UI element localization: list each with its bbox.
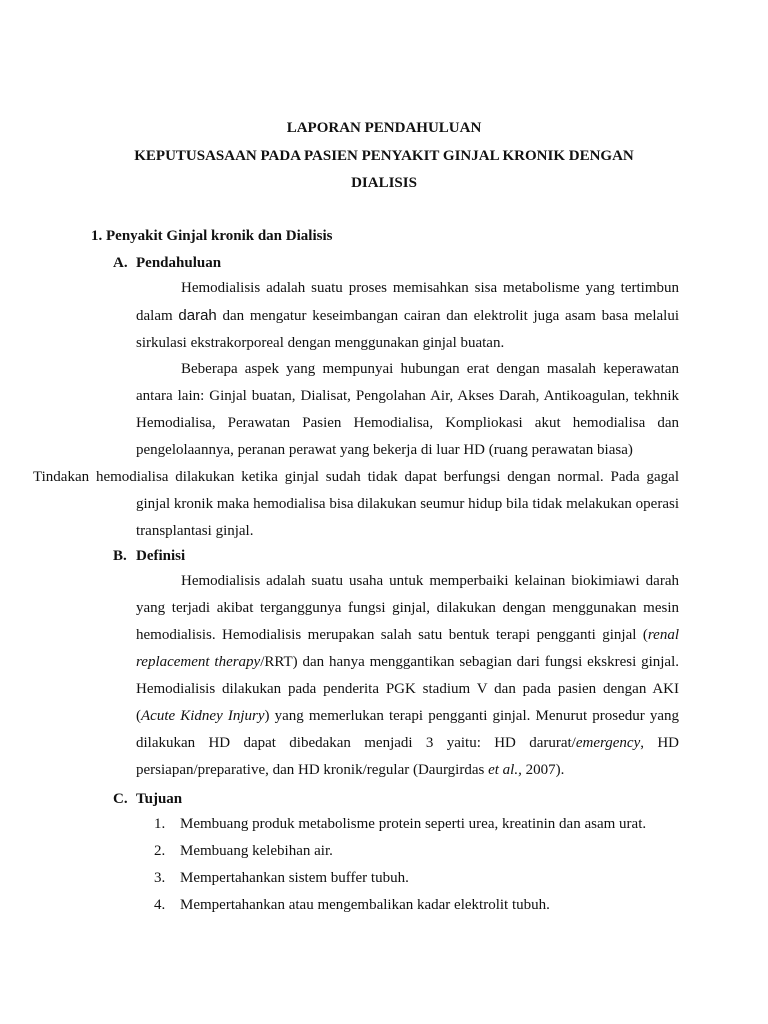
- subsection-heading-c: [113, 791, 182, 808]
- tujuan-list: [154, 811, 646, 919]
- paragraph-hemodialisis-intro: [136, 275, 679, 357]
- list-item-text: Membuang kelebihan air.: [180, 843, 333, 859]
- paragraph-italic-text: emergency: [575, 735, 641, 751]
- paragraph-text: Beberapa aspek yang mempunyai hubungan erat dengan masalah keperawatan antara lain: Ginjal buatan, Dialisat, Pengolahan Air, Akses Darah, Antikoagulan, tekhnik Hemodialisa, Perawatan Pasien Hemodialisa, Kompliokasi akut hemodialisa dan pengelolaannya, peranan perawat yang bekerja di luar HD (ruang perawatan biasa): [136, 361, 679, 458]
- paragraph-text: , HD persiapan/preparative, dan HD kronik/regular (Daurgirdas: [136, 735, 679, 778]
- paragraph-italic-text: Acute Kidney Injury: [141, 708, 265, 724]
- list-item: [154, 865, 646, 892]
- subsection-letter: C.: [113, 791, 128, 807]
- section-heading: 1. Penyakit Ginjal kronik dan Dialisis: [91, 228, 333, 244]
- subsection-letter: B.: [113, 548, 127, 564]
- subsection-title: Tujuan: [136, 791, 183, 807]
- subsection-title: Pendahuluan: [136, 255, 222, 271]
- paragraph-italic-text: renal replacement therapy: [136, 627, 679, 670]
- report-title: LAPORAN PENDAHULUAN: [286, 120, 482, 136]
- list-number: 3.: [154, 870, 166, 886]
- subsection-title: Definisi: [136, 548, 186, 564]
- list-number: 4.: [154, 897, 166, 913]
- list-item: [154, 811, 646, 838]
- paragraph-tindakan: [33, 464, 679, 545]
- paragraph-definisi: [136, 568, 679, 784]
- list-number: 1.: [154, 816, 166, 832]
- list-item-text: Membuang produk metabolisme protein seperti urea, kreatinin dan asam urat.: [180, 816, 647, 832]
- list-number: 2.: [154, 843, 166, 859]
- paragraph-text: ) yang memerlukan terapi pengganti ginjal. Menurut prosedur yang dilakukan HD dapat dibedakan menjadi 3 yaitu: HD darurat/: [136, 708, 679, 751]
- paragraph-text: /RRT) dan hanya menggantikan sebagian dari fungsi ekskresi ginjal. Hemodialisis dilakukan pada penderita PGK stadium V dan pada pasien dengan AKI (: [136, 654, 679, 724]
- list-item: [154, 892, 646, 919]
- paragraph-text: Hemodialisis adalah suatu proses memisahkan sisa metabolisme yang tertimbun dalam: [136, 280, 679, 324]
- paragraph-italic-text: et al.,: [488, 762, 522, 778]
- subsection-heading-b: [113, 548, 185, 565]
- subsection-heading-a: [113, 255, 221, 272]
- list-item-text: Mempertahankan sistem buffer tubuh.: [180, 870, 409, 886]
- paragraph-text: dan mengatur keseimbangan cairan dan elektrolit juga asam basa melalui sirkulasi ekstrakorporeal dengan menggunakan ginjal buatan.: [136, 308, 679, 351]
- report-subtitle-line2: DIALISIS: [351, 175, 417, 191]
- subsection-letter: A.: [113, 255, 128, 271]
- paragraph-text: darah: [178, 307, 217, 324]
- paragraph-text: Tindakan hemodialisa dilakukan ketika ginjal sudah tidak dapat berfungsi dengan normal. Pada gagal ginjal kronik maka hemodialisa bisa dilakukan seumur hidup bila tidak melakukan operasi transplantasi ginjal.: [33, 469, 679, 539]
- paragraph-text: 2007).: [521, 762, 565, 778]
- list-item-text: Mempertahankan atau mengembalikan kadar elektrolit tubuh.: [180, 897, 550, 913]
- paragraph-aspek: [136, 356, 679, 464]
- report-subtitle-line1: KEPUTUSASAAN PADA PASIEN PENYAKIT GINJAL KRONIK DENGAN: [134, 148, 634, 164]
- list-item: [154, 838, 646, 865]
- paragraph-text: Hemodialisis adalah suatu usaha untuk memperbaiki kelainan biokimiawi darah yang terjadi akibat terganggunya fungsi ginjal, dilakukan dengan menggunakan mesin hemodialisis. Hemodialisis merupakan salah satu bentuk terapi pengganti ginjal (: [136, 573, 679, 643]
